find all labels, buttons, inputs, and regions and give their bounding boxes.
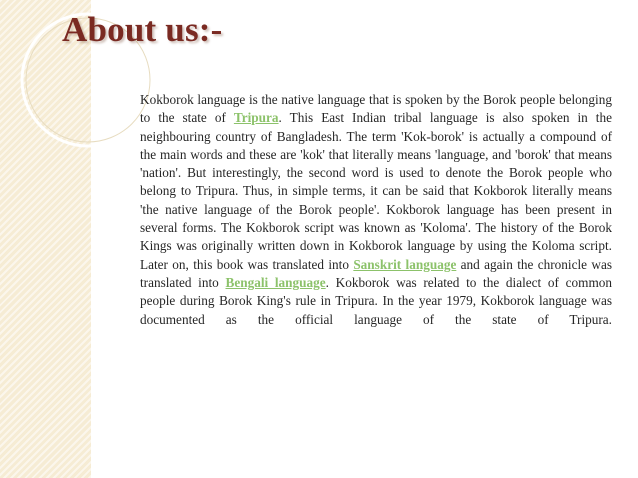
- paragraph-text-4: . Kokborok was related to the dialect of common people during Borok King's rule in Tripura. In the year 1979, Kokborok language was documented as the official language of the state of Tripura.: [140, 274, 612, 327]
- paragraph-text-3: and again the chronicle was translated into: [140, 256, 612, 290]
- paragraph-text-1: Kokborok language is the native language that is spoken by the Borok people belonging to the state of: [140, 92, 612, 126]
- link-bengali-language[interactable]: Bengali language: [225, 274, 326, 290]
- paragraph-text-2: . This East Indian tribal language is also spoken in the neighbouring country of Bangladesh. The term 'Kok-borok' is actually a compound of the main words and these are 'kok' that literally means 'language, and 'borok' that means 'nation'. But interestingly, the second word is used to denote the Borok people who belong to Tripura. Thus, in simple terms, it can be said that Kokborok literally means 'the native language of the Borok people'. Kokborok language has been present in several forms. The Kokborok script was known as 'Koloma'. The history of the Borok Kings was originally written down in Kokborok language by using the Koloma script. Later on, this book was translated into: [140, 110, 612, 272]
- link-tripura[interactable]: Tripura: [233, 110, 279, 126]
- body-paragraph: [140, 91, 612, 329]
- decorative-side-panel: [0, 0, 91, 478]
- link-sanskrit-language[interactable]: Sanskrit language: [353, 256, 457, 272]
- page-title: About us:-: [62, 10, 223, 49]
